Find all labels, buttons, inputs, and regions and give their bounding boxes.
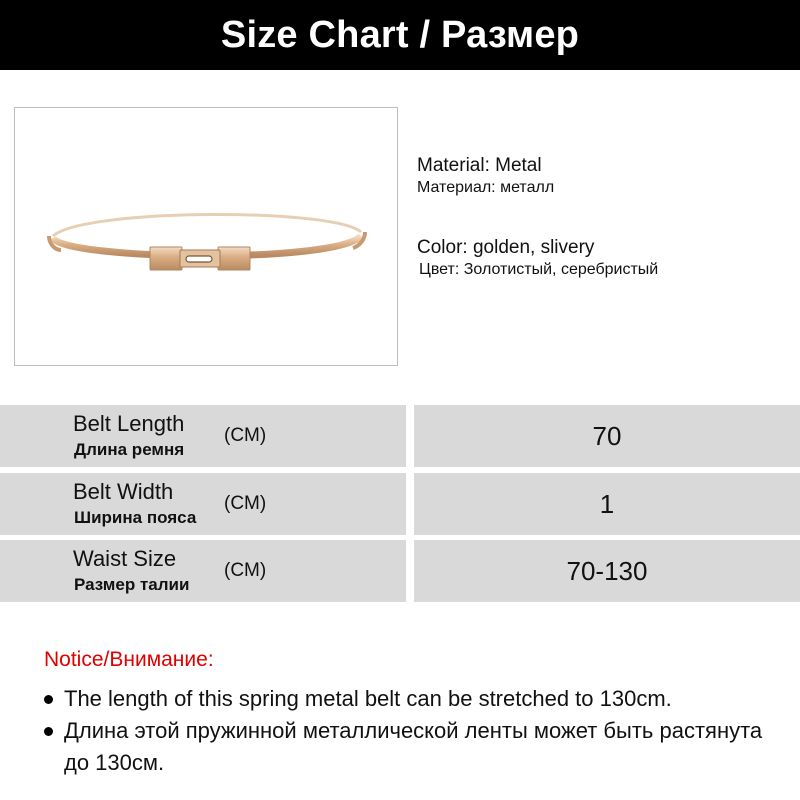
row-value-cell — [414, 405, 800, 467]
row-label-en: Belt Length — [73, 411, 185, 436]
table-row — [0, 540, 800, 602]
notice-text-ru: Длина этой пружинной металлической ленты может быть растянута до 130см. — [64, 718, 763, 775]
material-ru: Материал: металл — [417, 179, 555, 196]
row-label-ru: Длина ремня — [74, 440, 185, 459]
page-title: Size Chart / Размер — [220, 13, 580, 56]
material-spec — [417, 155, 554, 197]
row-label-cell — [0, 540, 406, 602]
row-label-cell — [0, 405, 406, 467]
metal-belt-image — [15, 108, 399, 367]
row-unit: (CM) — [224, 425, 267, 446]
bullet-icon — [44, 727, 53, 736]
row-unit: (CM) — [224, 493, 267, 514]
cell-divider — [406, 540, 414, 602]
row-value-cell — [414, 473, 800, 535]
row-label-cell — [0, 473, 406, 535]
color-en: Color: golden, slivery — [417, 237, 595, 258]
list-item — [44, 715, 784, 779]
row-value: 70-130 — [566, 555, 648, 586]
notice-text-en: The length of this spring metal belt can be stretched to 130cm. — [64, 686, 672, 711]
row-unit: (CM) — [224, 560, 267, 581]
bullet-icon — [44, 695, 53, 704]
material-en: Material: Metal — [417, 155, 542, 176]
cell-divider — [406, 473, 414, 535]
cell-divider — [406, 405, 414, 467]
table-row — [0, 405, 800, 467]
list-item — [44, 683, 784, 715]
row-value: 70 — [592, 420, 622, 451]
row-label-ru: Ширина пояса — [74, 508, 197, 527]
notice-list — [44, 683, 784, 779]
color-spec — [417, 237, 658, 279]
notice-title: Notice/Внимание: — [44, 648, 214, 671]
row-label-ru: Размер талии — [74, 575, 190, 594]
row-label-en: Belt Width — [73, 479, 174, 504]
color-ru: Цвет: Золотистый, серебристый — [419, 261, 659, 278]
page-header — [0, 0, 800, 70]
row-label-en: Waist Size — [73, 546, 177, 571]
product-image-frame — [14, 107, 398, 366]
row-value: 1 — [599, 488, 615, 519]
table-row — [0, 473, 800, 535]
row-value-cell — [414, 540, 800, 602]
